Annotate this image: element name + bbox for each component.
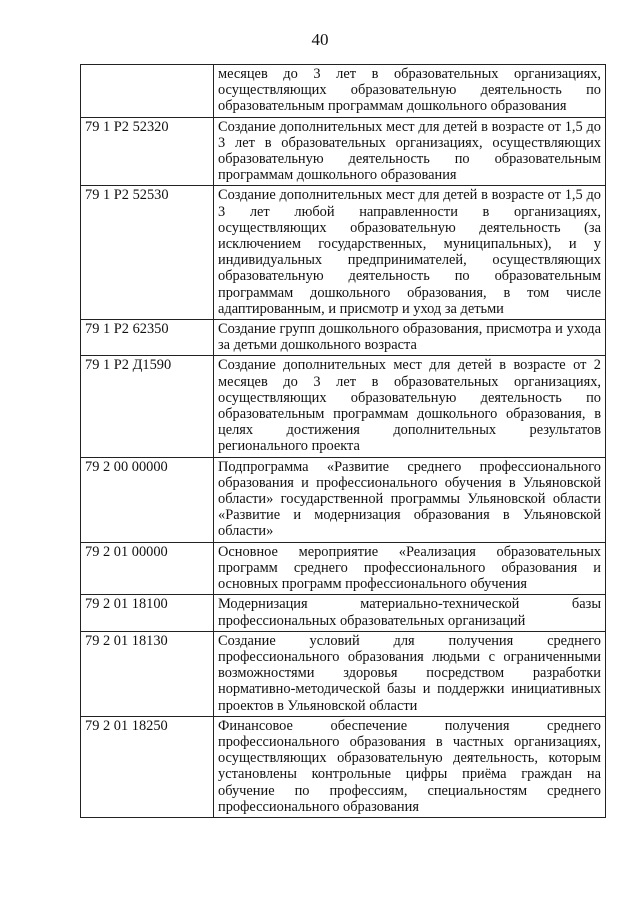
table-row [81, 457, 606, 542]
table-row [81, 117, 606, 186]
classification-code: 79 2 00 00000 [81, 457, 214, 542]
table-row [81, 320, 606, 356]
classification-code: 79 2 01 18130 [81, 631, 214, 716]
classification-code [81, 65, 214, 118]
table-row [81, 716, 606, 817]
classification-code: 79 1 P2 52530 [81, 186, 214, 320]
table-row [81, 356, 606, 457]
expense-description: Создание дополнительных мест для детей в возрасте от 1,5 до 3 лет в образовательных организациях, осуществляющих образовательную деятельность по образовательным программам дошкольного образования [214, 117, 606, 186]
expense-description: Подпрограмма «Развитие среднего профессионального образования и профессионального обучения в Ульяновской области» государственной программы Ульяновской области «Развитие и модернизация образования в Ульяновской области» [214, 457, 606, 542]
expense-description: Создание дополнительных мест для детей в возрасте от 2 месяцев до 3 лет в образовательных организациях, осуществляющих образовательную деятельность по образовательным программам дошкольного образования, в целях достижения дополнительных результатов регионального проекта [214, 356, 606, 457]
expense-description: Создание условий для получения среднего профессионального образования людьми с ограниченными возможностями здоровья посредством разработки нормативно-методической базы и поддержки инициативных проектов в Ульяновской области [214, 631, 606, 716]
classification-code: 79 1 P2 62350 [81, 320, 214, 356]
classification-code: 79 2 01 18250 [81, 716, 214, 817]
classification-code: 79 1 P2 Д1590 [81, 356, 214, 457]
table-row [81, 186, 606, 320]
expense-description: месяцев до 3 лет в образовательных организациях, осуществляющих образовательную деятельность по образовательным программам дошкольного образования [214, 65, 606, 118]
budget-classification-table [80, 64, 606, 818]
expense-description: Создание групп дошкольного образования, присмотра и ухода за детьми дошкольного возраста [214, 320, 606, 356]
page-number: 40 [311, 30, 329, 49]
classification-code: 79 1 P2 52320 [81, 117, 214, 186]
classification-code: 79 2 01 18100 [81, 595, 214, 631]
table-row [81, 65, 606, 118]
table-row [81, 595, 606, 631]
expense-description: Основное мероприятие «Реализация образовательных программ среднего профессионального образования и основных программ профессионального обучения [214, 542, 606, 595]
table-row [81, 631, 606, 716]
expense-description: Финансовое обеспечение получения среднего профессионального образования в частных организациях, осуществляющих образовательную деятельность, которым установлены контрольные цифры приёма граждан на обучение по профессиям, специальностям среднего профессионального образования [214, 716, 606, 817]
table-row [81, 542, 606, 595]
expense-description: Модернизация материально-технической базы профессиональных образовательных организаций [214, 595, 606, 631]
expense-description: Создание дополнительных мест для детей в возрасте от 1,5 до 3 лет любой направленности в организациях, осуществляющих образовательную деятельность (за исключением государственных, муниципальных), и у индивидуальных предпринимателей, осуществляющих образовательную деятельность по образовательным программам дошкольного образования, в том числе адаптированным, и присмотр и уход за детьми [214, 186, 606, 320]
classification-code: 79 2 01 00000 [81, 542, 214, 595]
